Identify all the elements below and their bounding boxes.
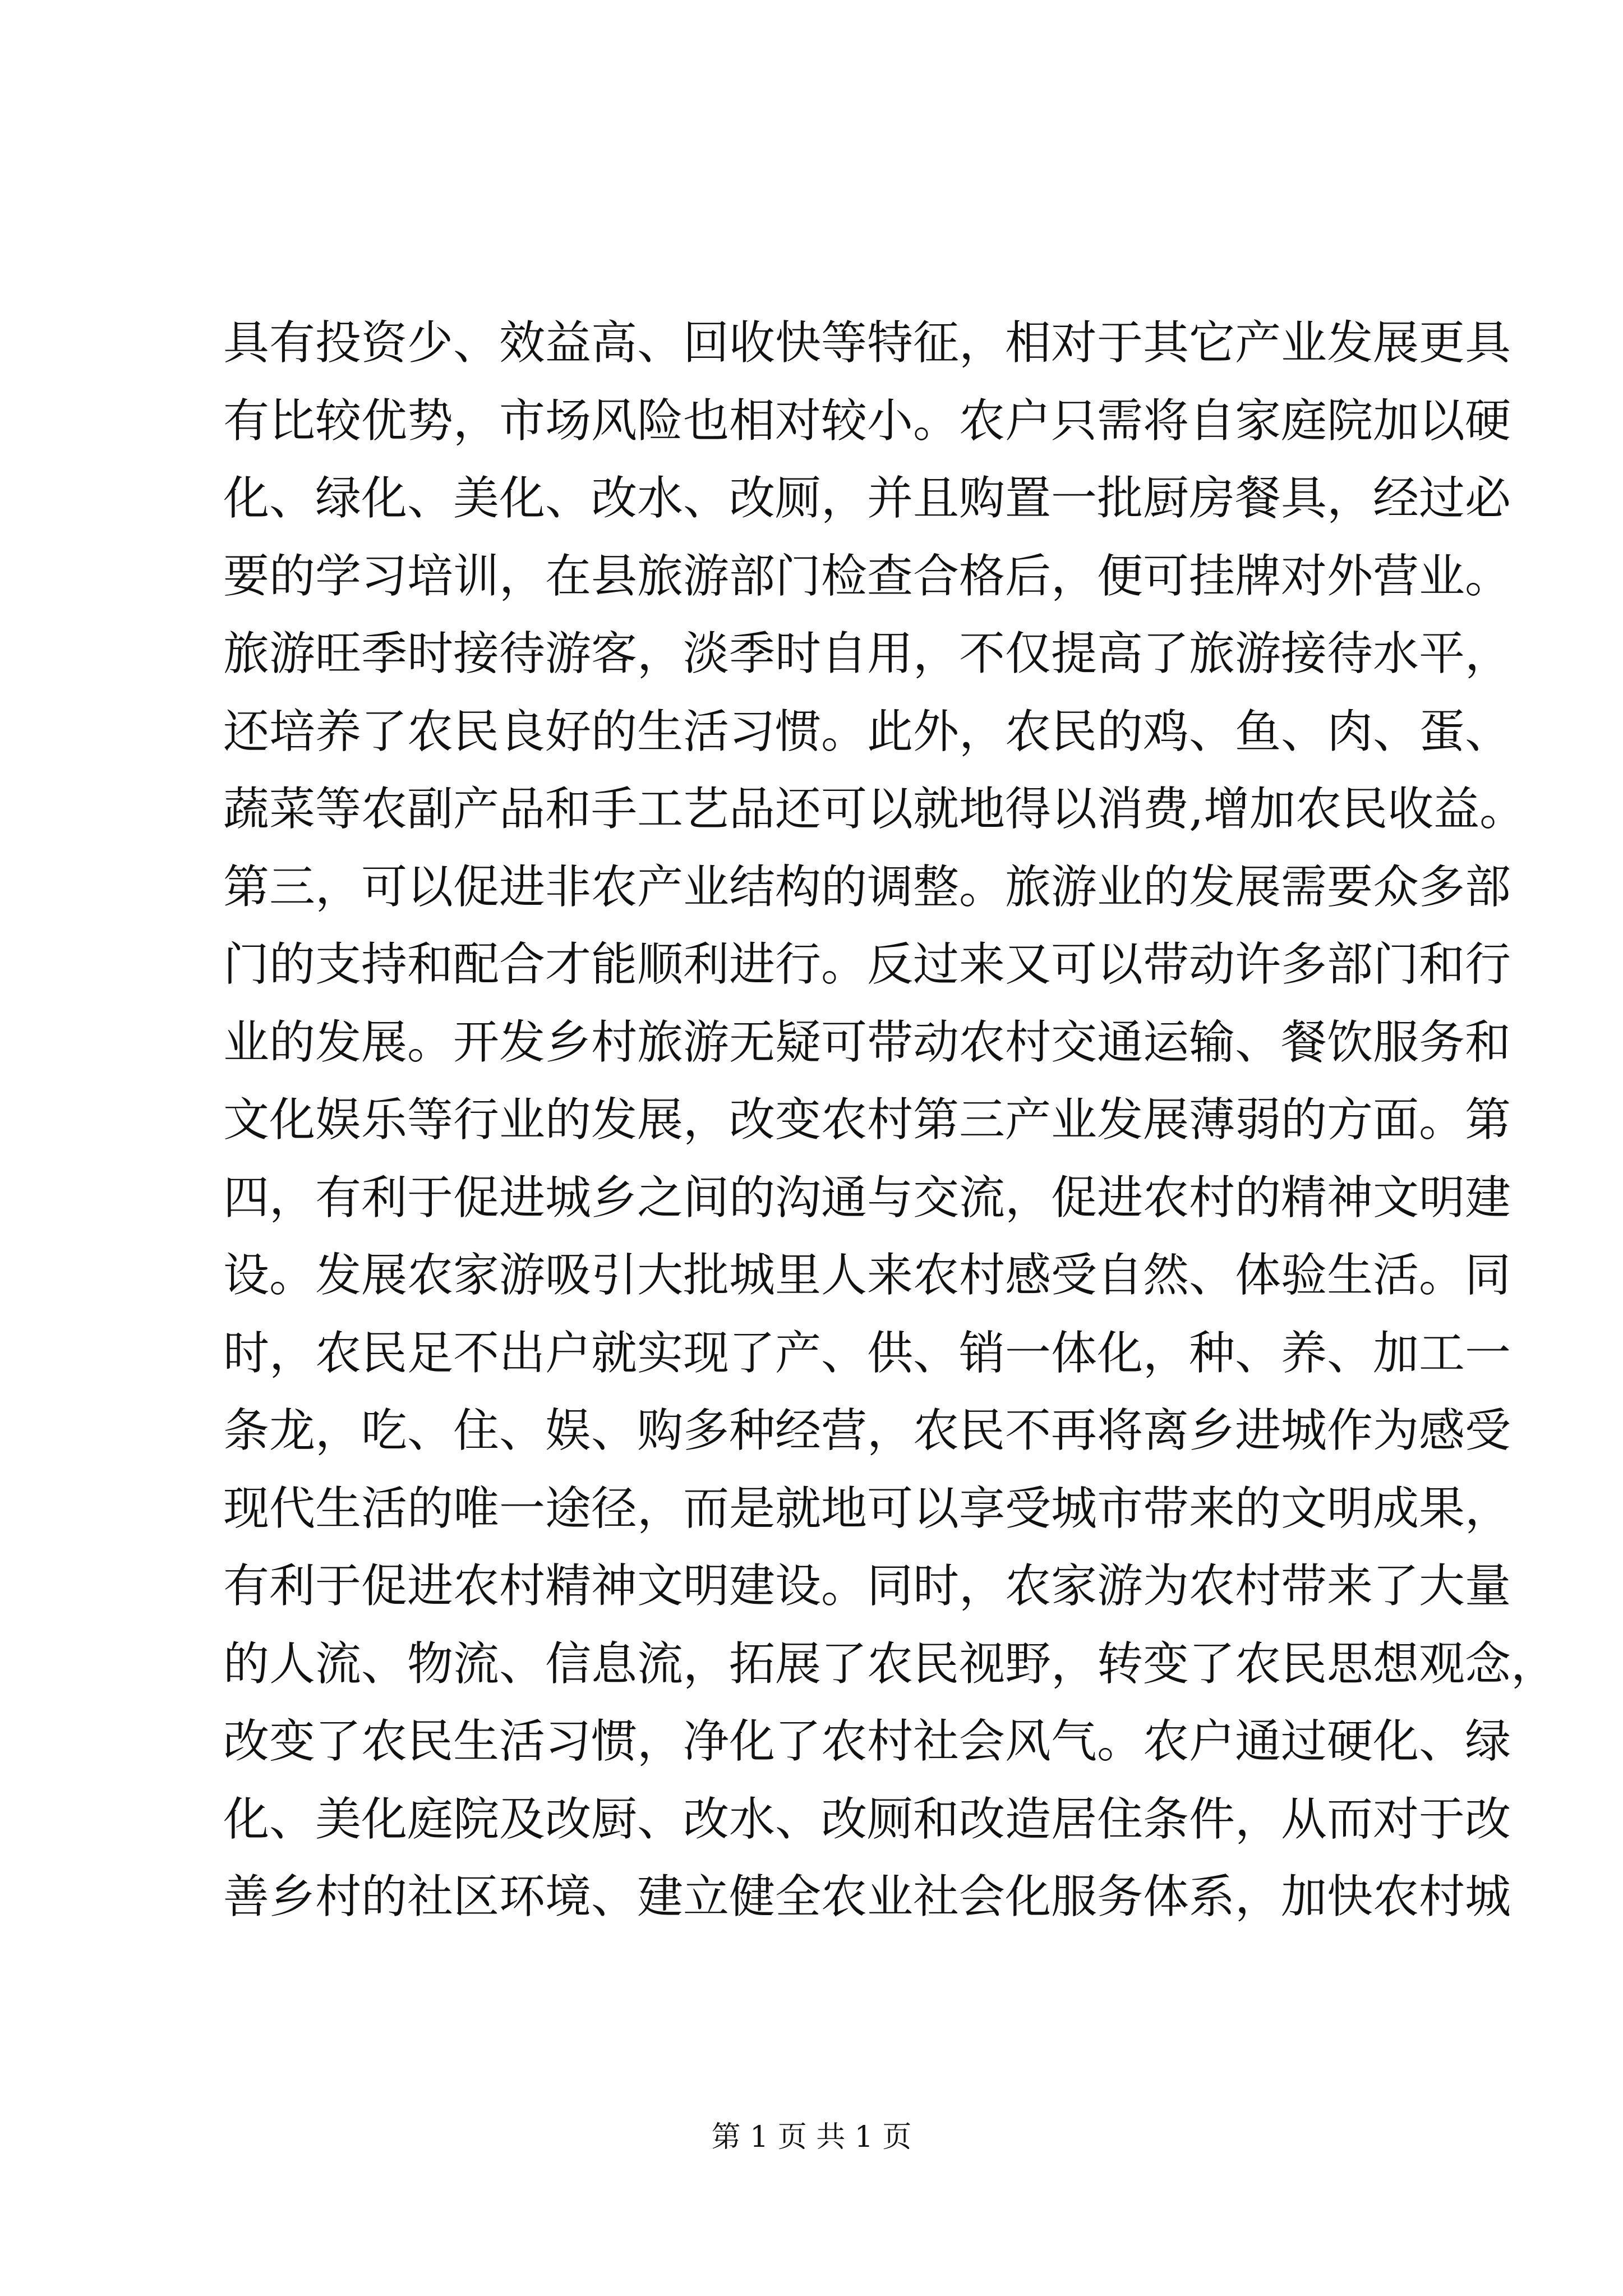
text-line: 善乡村的社区环境、建立健全农业社会化服务体系，加快农村城 bbox=[223, 1870, 1511, 1924]
text-line: 四，有利于促进城乡之间的沟通与交流，促进农村的精神文明建 bbox=[223, 1171, 1511, 1225]
text-line: 有利于促进农村精神文明建设。同时，农家游为农村带来了大量 bbox=[223, 1559, 1511, 1613]
text-line: 的人流、物流、信息流，拓展了农民视野，转变了农民思想观念， bbox=[223, 1637, 1557, 1691]
text-line: 化、美化庭院及改厨、改水、改厕和改造居住条件，从而对于改 bbox=[223, 1793, 1511, 1846]
text-line: 要的学习培训，在县旅游部门检查合格后，便可挂牌对外营业。 bbox=[223, 550, 1511, 603]
text-line: 门的支持和配合才能顺利进行。反过来又可以带动许多部门和行 bbox=[223, 938, 1511, 991]
text-line: 条龙，吃、住、娱、购多种经营，农民不再将离乡进城作为感受 bbox=[223, 1404, 1511, 1457]
text-line: 蔬菜等农副产品和手工艺品还可以就地得以消费,增加农民收益。 bbox=[223, 783, 1526, 836]
text-line: 旅游旺季时接待游客，淡季时自用，不仅提高了旅游接待水平， bbox=[223, 627, 1511, 680]
text-line: 时，农民足不出户就实现了产、供、销一体化，种、养、加工一 bbox=[223, 1327, 1511, 1380]
text-line: 具有投资少、效益高、回收快等特征，相对于其它产业发展更具 bbox=[223, 316, 1511, 370]
page-footer: 第 1 页 共 1 页 bbox=[711, 2120, 912, 2154]
text-line: 还培养了农民良好的生活习惯。此外，农民的鸡、鱼、肉、蛋、 bbox=[223, 705, 1511, 758]
text-line: 业的发展。开发乡村旅游无疑可带动农村交通运输、餐饮服务和 bbox=[223, 1016, 1511, 1069]
text-line: 有比较优势，市场风险也相对较小。农户只需将自家庭院加以硬 bbox=[223, 394, 1511, 448]
text-line: 改变了农民生活习惯，净化了农村社会风气。农户通过硬化、绿 bbox=[223, 1715, 1511, 1768]
text-line: 设。发展农家游吸引大批城里人来农村感受自然、体验生活。同 bbox=[223, 1249, 1511, 1302]
text-line: 现代生活的唯一途径，而是就地可以享受城市带来的文明成果， bbox=[223, 1482, 1511, 1535]
text-line: 第三，可以促进非农产业结构的调整。旅游业的发展需要众多部 bbox=[223, 861, 1511, 914]
text-line: 化、绿化、美化、改水、改厕，并且购置一批厨房餐具，经过必 bbox=[223, 472, 1511, 525]
text-line: 文化娱乐等行业的发展，改变农村第三产业发展薄弱的方面。第 bbox=[223, 1093, 1511, 1147]
